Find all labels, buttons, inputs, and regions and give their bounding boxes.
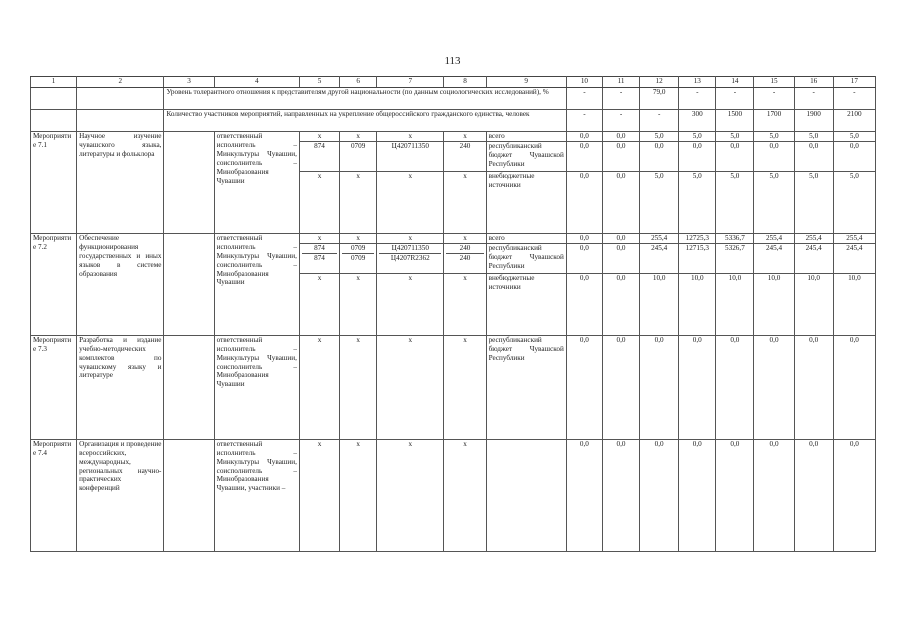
indicator-value: 1900 [794,110,833,132]
expense-type-code: x [444,439,486,551]
amount-cell: 5,0 [640,171,679,233]
grbs-code: x [299,335,339,439]
amount-cell: 0,0 [640,439,679,551]
funding-source: республиканский бюджет Чувашской Республики [486,243,566,273]
amount-cell: 0,0 [754,439,794,551]
section-code: x [340,233,377,243]
amount-cell: 0,0 [679,335,716,439]
amount-cell: 12725,3 [679,233,716,243]
amount-cell: 5,0 [833,132,875,142]
grbs-code: x [299,171,339,233]
amount-cell: 0,0 [602,243,639,273]
amount-cell: 245,4 [640,243,679,273]
event-name: Научное изучение чувашского языка, литературы и фольклора [77,132,164,234]
amount-cell: 5,0 [679,171,716,233]
event-executor: ответственный исполнитель – Минкультуры Чувашии, соисполнитель – Минобразования Чувашии, участники – [214,439,299,551]
amount-cell: 0,0 [716,335,754,439]
amount-cell: 0,0 [602,335,639,439]
amount-cell: 5,0 [794,171,833,233]
amount-cell: 10,0 [716,273,754,335]
target-item-code: x [377,233,444,243]
amount-cell: 5,0 [754,132,794,142]
funding-source: внебюджетные источники [486,171,566,233]
target-item-code [377,243,444,273]
amount-cell: 5,0 [640,132,679,142]
indicator-value: - [833,88,875,110]
grbs-code-line: 874 [302,244,337,254]
amount-cell: 0,0 [716,439,754,551]
indicator-row [31,110,876,132]
target-item-code: x [377,132,444,142]
column-number: 4 [214,77,299,88]
amount-cell: 5336,7 [716,233,754,243]
amount-cell: 0,0 [679,141,716,171]
indicator-value: - [602,88,639,110]
amount-cell: 0,0 [566,141,602,171]
event-label: Мероприятие 7.3 [31,335,77,439]
amount-cell: 0,0 [566,439,602,551]
column-number: 16 [794,77,833,88]
funding-source [486,439,566,551]
column-number: 13 [679,77,716,88]
section-code: x [340,273,377,335]
amount-cell: 255,4 [754,233,794,243]
amount-cell: 0,0 [640,141,679,171]
column-number: 2 [77,77,164,88]
indicator-row [31,88,876,110]
event-executor: ответственный исполнитель – Минкультуры Чувашии, соисполнитель – Минобразования Чувашии [214,132,299,234]
funding-source: республиканский бюджет Чувашской Республики [486,141,566,171]
funding-source: всего [486,233,566,243]
indicator-value: - [640,110,679,132]
amount-cell: 5,0 [716,132,754,142]
table-row [31,439,876,551]
amount-cell: 0,0 [602,233,639,243]
event-executor: ответственный исполнитель – Минкультуры Чувашии, соисполнитель – Минобразования Чувашии [214,335,299,439]
amount-cell: 245,4 [754,243,794,273]
column-number: 8 [444,77,486,88]
indicator-value: 2100 [833,110,875,132]
grbs-code [299,243,339,273]
amount-cell: 5,0 [833,171,875,233]
amount-cell: 0,0 [754,335,794,439]
section-code [340,243,377,273]
section-code: x [340,171,377,233]
amount-cell: 0,0 [566,171,602,233]
section-code: x [340,132,377,142]
amount-cell: 0,0 [640,335,679,439]
column-number: 3 [164,77,214,88]
amount-cell: 12715,3 [679,243,716,273]
table-row [31,132,876,142]
target-item-code: x [377,273,444,335]
amount-cell: 255,4 [640,233,679,243]
grbs-code: x [299,233,339,243]
amount-cell: 10,0 [794,273,833,335]
target-item-code: x [377,439,444,551]
table-row [31,233,876,243]
indicator-value: 300 [679,110,716,132]
amount-cell: 0,0 [566,243,602,273]
indicator-value: 1500 [716,110,754,132]
event-executor: ответственный исполнитель – Минкультуры Чувашии, соисполнитель – Минобразования Чувашии [214,233,299,335]
indicator-value: - [754,88,794,110]
amount-cell: 245,4 [794,243,833,273]
indicator-value: 79,0 [640,88,679,110]
section-code: x [340,335,377,439]
amount-cell: 255,4 [833,233,875,243]
section-code-line: 0709 [350,253,366,262]
indicator-text: Количество участников мероприятий, направленных на укрепление общероссийского гражданского единства, человек [164,110,566,132]
amount-cell: 10,0 [679,273,716,335]
target-item-code-line: Ц4207R2362 [390,253,430,262]
target-item-code: x [377,171,444,233]
amount-cell: 255,4 [794,233,833,243]
column-number: 1 [31,77,77,88]
amount-cell: 245,4 [833,243,875,273]
amount-cell: 5,0 [716,171,754,233]
indicator-value: - [566,88,602,110]
expense-type-code: x [444,171,486,233]
indicator-value: - [566,110,602,132]
amount-cell: 5,0 [679,132,716,142]
target-item-code: x [377,335,444,439]
amount-cell: 0,0 [794,439,833,551]
table-row [31,335,876,439]
program-table [30,76,876,552]
column-number: 9 [486,77,566,88]
expense-type-code [444,243,486,273]
column-number: 14 [716,77,754,88]
amount-cell: 10,0 [640,273,679,335]
amount-cell: 0,0 [833,335,875,439]
expense-type-code-line: 240 [446,244,483,254]
expense-type-code: x [444,132,486,142]
indicator-value: - [602,110,639,132]
target-item-code-line: Ц420711350 [379,244,441,254]
column-number: 11 [602,77,639,88]
target-item-code: Ц420711350 [377,141,444,171]
section-code-line: 0709 [342,244,374,254]
event-label: Мероприятие 7.1 [31,132,77,234]
amount-cell: 0,0 [566,132,602,142]
amount-cell: 0,0 [833,141,875,171]
grbs-code: x [299,439,339,551]
amount-cell: 10,0 [754,273,794,335]
amount-cell: 5,0 [794,132,833,142]
amount-cell: 10,0 [833,273,875,335]
column-number: 5 [299,77,339,88]
indicator-value: - [716,88,754,110]
event-name: Обеспечение функционирования государственных и иных языков в системе образования [77,233,164,335]
event-name: Разработка и издание учебно-методических комплектов по чувашскому языку и литературе [77,335,164,439]
amount-cell: 5326,7 [716,243,754,273]
column-number: 15 [754,77,794,88]
column-number: 6 [340,77,377,88]
amount-cell: 0,0 [794,141,833,171]
amount-cell: 5,0 [754,171,794,233]
amount-cell: 0,0 [602,439,639,551]
amount-cell: 0,0 [602,141,639,171]
indicator-text: Уровень толерантного отношения к представителям другой национальности (по данным социологических исследований), % [164,88,566,110]
grbs-code: x [299,132,339,142]
expense-type-code: x [444,233,486,243]
amount-cell: 0,0 [833,439,875,551]
indicator-value: - [794,88,833,110]
indicator-value: 1700 [754,110,794,132]
event-label: Мероприятие 7.4 [31,439,77,551]
funding-source: внебюджетные источники [486,273,566,335]
amount-cell: 0,0 [602,273,639,335]
amount-cell: 0,0 [679,439,716,551]
funding-source: республиканский бюджет Чувашской Республики [486,335,566,439]
expense-type-code-line: 240 [459,253,471,262]
indicator-value: - [679,88,716,110]
section-code: 0709 [340,141,377,171]
amount-cell: 0,0 [602,132,639,142]
column-number: 17 [833,77,875,88]
column-number: 12 [640,77,679,88]
page-number: 113 [444,55,461,67]
amount-cell: 0,0 [566,233,602,243]
column-number-row [31,77,876,88]
amount-cell: 0,0 [716,141,754,171]
amount-cell: 0,0 [602,171,639,233]
grbs-code: x [299,273,339,335]
column-number: 10 [566,77,602,88]
event-name: Организация и проведение всероссийских, международных, региональных научно-практических конференций [77,439,164,551]
expense-type-code: x [444,273,486,335]
amount-cell: 0,0 [794,335,833,439]
amount-cell: 0,0 [754,141,794,171]
amount-cell: 0,0 [566,273,602,335]
grbs-code: 874 [299,141,339,171]
funding-source: всего [486,132,566,142]
amount-cell: 0,0 [566,335,602,439]
expense-type-code: x [444,335,486,439]
grbs-code-line: 874 [314,253,325,262]
expense-type-code: 240 [444,141,486,171]
section-code: x [340,439,377,551]
event-label: Мероприятие 7.2 [31,233,77,335]
column-number: 7 [377,77,444,88]
